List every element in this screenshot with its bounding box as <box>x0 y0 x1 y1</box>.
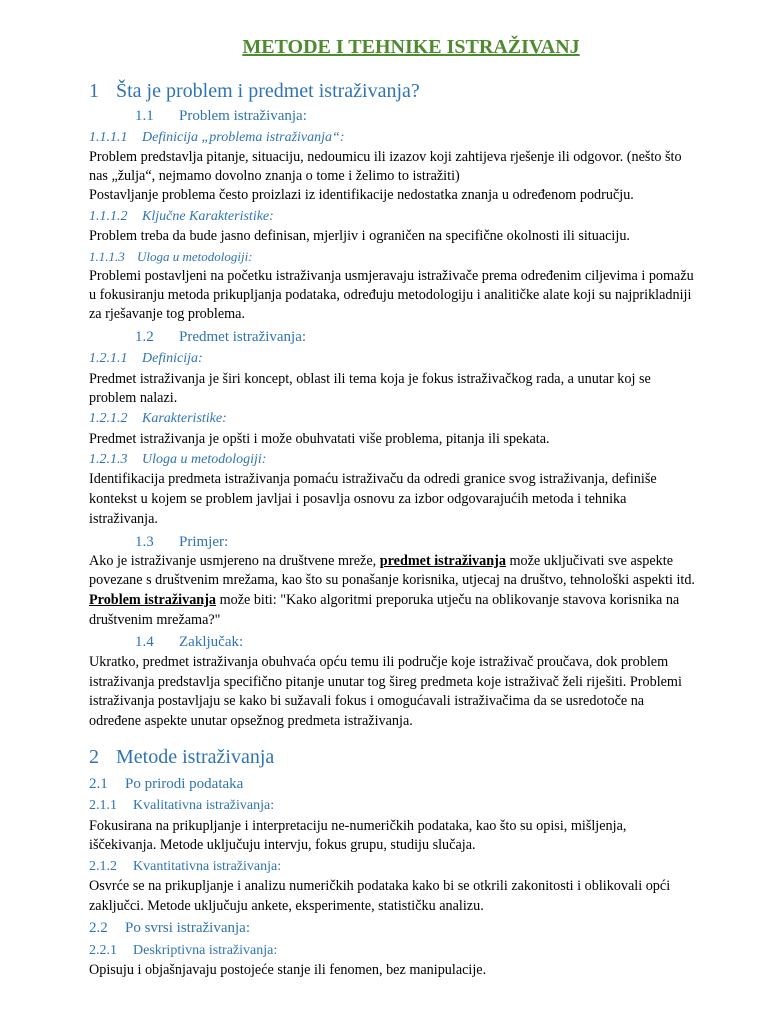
body-line: Problem predstavlja pitanje, situaciju, nedoumicu ili izazov koji zahtijeva rješenje ili odgovor. (nešto što <box>89 149 682 165</box>
heading-text: Primjer: <box>179 534 229 550</box>
heading-1-1-1-1 <box>89 130 344 146</box>
heading-text: Po prirodi podataka <box>125 776 244 792</box>
heading-number: 1.1.1.3 <box>89 249 125 264</box>
heading-number: 1.1 <box>135 108 154 124</box>
body-line: istraživanja. <box>89 511 158 527</box>
heading-text: Po svrsi istraživanja: <box>125 920 250 936</box>
body-line: Identifikacija predmeta istraživanja pomaću istraživaču da odredi granice svog istraživanja, definiše <box>89 471 657 487</box>
heading-text: Ključne Karakteristike: <box>142 209 274 224</box>
heading-1-3 <box>135 534 228 551</box>
text-run: može uključivati sve aspekte <box>505 553 673 569</box>
heading-text: Šta je problem i predmet istraživanja? <box>116 80 420 102</box>
heading-text: Deskriptivna istraživanja: <box>133 943 278 958</box>
heading-2-1-1 <box>89 798 274 814</box>
heading-section-1 <box>89 80 420 103</box>
heading-number: 1.2.1.2 <box>89 411 128 426</box>
body-line: Osvrće se na prikupljanje i analizu numeričkih podataka kako bi se otkrili zakonitosti i oblikovali opći <box>89 878 671 894</box>
heading-number: 2.2 <box>89 920 108 936</box>
body-line <box>89 592 679 609</box>
heading-1-2 <box>135 329 306 346</box>
heading-2-2 <box>89 920 250 937</box>
heading-text: Uloga u metodologiji: <box>137 249 253 264</box>
heading-2-2-1 <box>89 943 277 959</box>
heading-1-2-1-2 <box>89 411 227 427</box>
heading-text: Definicija: <box>142 351 203 366</box>
body-line <box>89 553 673 570</box>
body-line: kontekst u kojem se problem javljai i posavlja osnovu za izbor odgovarajućih metoda i tehnika <box>89 491 627 507</box>
heading-text: Kvalitativna istraživanja: <box>133 798 275 813</box>
heading-text: Metode istraživanja <box>116 746 275 768</box>
heading-number: 1 <box>89 80 99 102</box>
body-line: Predmet istraživanja je širi koncept, oblast ili tema koja je fokus istraživačkog rada, a unutar koj se <box>89 371 651 387</box>
heading-text: Zaključak: <box>179 634 244 650</box>
body-line: društvenim mrežama?" <box>89 612 221 628</box>
heading-2-1 <box>89 776 243 793</box>
body-line: Postavljanje problema često proizlazi iz identifikacije nedostatka znanja u određenom području. <box>89 187 634 203</box>
heading-1-1-1-2 <box>89 209 274 225</box>
body-line: Predmet istraživanja je opšti i može obuhvatati više problema, pitanja ili spekata. <box>89 431 550 447</box>
text-run: može biti: "Kako algoritmi preporuka utječu na oblikovanje stavova korisnika na <box>216 592 680 608</box>
heading-text: Uloga u metodologiji: <box>142 452 267 467</box>
body-line: Opisuju i objašnjavaju postojeće stanje ili fenomen, bez manipulacije. <box>89 962 487 978</box>
heading-number: 1.2.1.3 <box>89 452 128 467</box>
body-line: Ukratko, predmet istraživanja obuhvaća opću temu ili područje koje istraživač proučava, dok problem <box>89 654 669 670</box>
heading-number: 1.1.1.1 <box>89 130 128 145</box>
heading-text: Karakteristike: <box>142 411 227 426</box>
heading-number: 2.1 <box>89 776 108 792</box>
heading-number: 2 <box>89 746 99 768</box>
body-line: problem nalazi. <box>89 390 178 406</box>
heading-1-2-1-3 <box>89 452 266 468</box>
body-line: nas „žulja“, nejmamo dovolno znanja o tome i želimo to istražiti) <box>89 168 460 184</box>
body-line: iščekivanja. Metode uključuju intervju, fokus grupu, studiju slučaja. <box>89 837 476 853</box>
heading-number: 2.2.1 <box>89 943 117 958</box>
heading-number: 1.4 <box>135 634 154 650</box>
body-line: Problem treba da bude jasno definisan, mjerljiv i ograničen na specifične okolnosti ili situaciju. <box>89 228 630 244</box>
term-problem-istrazivanja: Problem istraživanja <box>89 592 217 608</box>
heading-1-1-1-3 <box>89 249 253 265</box>
heading-2-1-2 <box>89 859 281 875</box>
text-run: Ako je istraživanje usmjereno na društvene mreže, <box>89 553 380 569</box>
body-line: za rješavanje tog problema. <box>89 306 245 322</box>
heading-1-4 <box>135 634 243 651</box>
heading-number: 1.2.1.1 <box>89 351 128 366</box>
body-line: povezane s društvenim mrežama, kao što su ponašanje korisnika, utjecaj na društvo, tehnološki aspekti itd. <box>89 572 695 588</box>
body-line: u fokusiranju metoda prikupljanja podataka, određuju metodologiju i analitičke alate koji su najprikladniji <box>89 287 692 303</box>
body-line: istraživanja postavljaju se kako bi sužavali fokus i omogućavali istraživačima da se usredotoče na <box>89 693 645 709</box>
heading-text: Problem istraživanja: <box>179 108 307 124</box>
heading-number: 1.2 <box>135 329 154 345</box>
body-line: određene aspekte unutar opsežnog predmeta istraživanja. <box>89 713 413 729</box>
body-line: zaključci. Metode uključuju ankete, eksperimente, statističku analizu. <box>89 898 484 914</box>
heading-number: 1.1.1.2 <box>89 209 128 224</box>
term-predmet-istrazivanja: predmet istraživanja <box>379 553 506 569</box>
heading-text: Definicija „problema istraživanja“: <box>142 130 345 145</box>
heading-1-2-1-1 <box>89 351 203 367</box>
body-line: Fokusirana na prikupljanje i interpretaciju ne-numeričkih podataka, kao što su opisi, mišljenja, <box>89 818 627 834</box>
body-line: istraživanja predstavlja specifično pitanje unutar tog šireg predmeta koje istraživač želi riješiti. Problemi <box>89 674 682 690</box>
heading-text: Kvantitativna istraživanja: <box>133 859 282 874</box>
heading-number: 2.1.2 <box>89 859 117 874</box>
heading-section-2 <box>89 746 274 769</box>
heading-1-1 <box>135 108 307 125</box>
heading-text: Predmet istraživanja: <box>179 329 307 345</box>
document-title: METODE I TEHNIKE ISTRAŽIVANJ <box>242 36 580 58</box>
body-line: Problemi postavljeni na početku istraživanja usmjeravaju istraživače prema određenim ciljevima i pomažu <box>89 268 694 284</box>
heading-number: 2.1.1 <box>89 798 117 813</box>
heading-number: 1.3 <box>135 534 154 550</box>
